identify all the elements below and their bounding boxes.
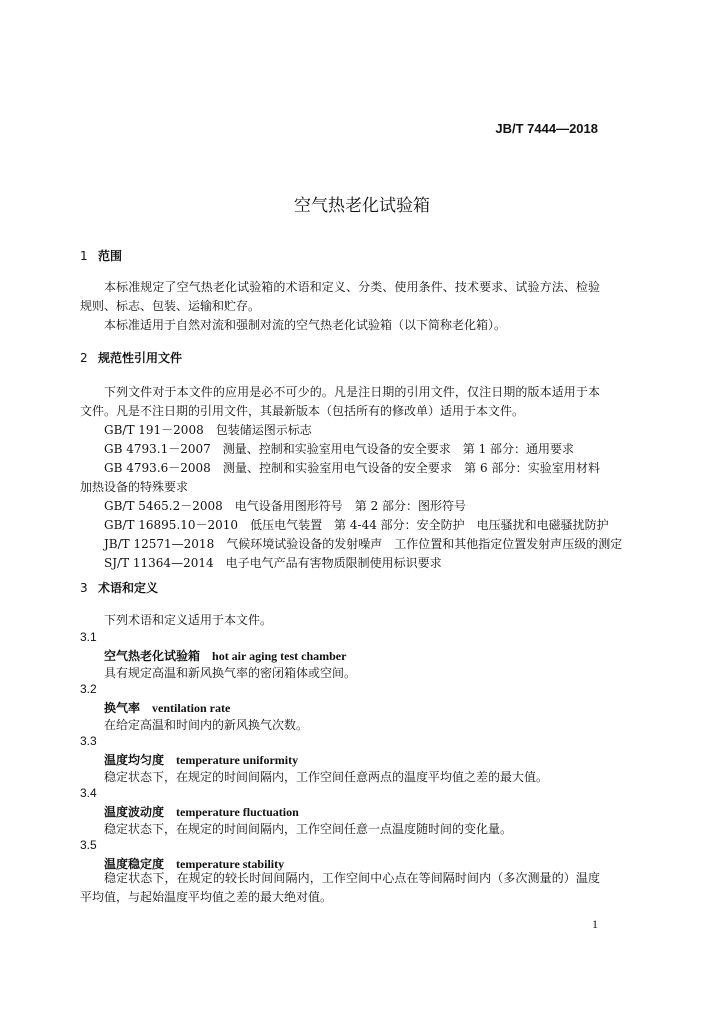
- section-number: 3: [80, 581, 88, 595]
- term-number: 3.3: [80, 734, 97, 748]
- term-entry: [104, 699, 230, 716]
- term-number: 3.2: [80, 682, 97, 696]
- term-zh: 换气率: [104, 701, 141, 715]
- section-heading-normative: [80, 349, 182, 366]
- section-number: 1: [80, 249, 88, 263]
- section-title: 术语和定义: [98, 581, 159, 595]
- term-zh: 空气热老化试验箱: [104, 649, 201, 663]
- term-definition: 稳定状态下，在规定的较长时间间隔内，工作空间中心点在等间隔时间内（多次测量的）温度平均值，与起始温度平均值之差的最大绝对值。: [80, 871, 600, 904]
- term-definition: 具有规定高温和新风换气率的密闭箱体或空间。: [104, 666, 357, 680]
- term-definition: 在给定高温和时间内的新风换气次数。: [104, 718, 309, 732]
- term-number: 3.4: [80, 786, 97, 800]
- section-title: 范围: [98, 249, 123, 263]
- term-entry: [104, 751, 298, 768]
- normative-intro: 下列文件对于本文件的应用是必不可少的。凡是注日期的引用文件，仅注日期的版本适用于本文件。凡是不注日期的引用文件，其最新版本（包括所有的修改单）适用于本文件。: [80, 385, 600, 418]
- reference-item: GB 4793.6－2008 测量、控制和实验室用电气设备的安全要求 第 6 部分：实验室用材料加热设备的特殊要求: [80, 461, 600, 494]
- term-entry: [104, 803, 299, 820]
- reference-item: GB/T 5465.2－2008 电气设备用图形符号 第 2 部分：图形符号: [104, 499, 467, 513]
- term-en: hot air aging test chamber: [212, 649, 347, 663]
- document-number: JB/T 7444—2018: [495, 121, 598, 136]
- term-definition: 稳定状态下，在规定的时间间隔内，工作空间任意一点温度随时间的变化量。: [104, 822, 513, 836]
- term-zh: 温度波动度: [104, 805, 165, 819]
- term-number: 3.5: [80, 838, 97, 852]
- reference-item: JB/T 12571—2018 气候环境试验设备的发射噪声 工作位置和其他指定位置发射声压级的测定: [104, 537, 623, 551]
- term-en: ventilation rate: [152, 701, 231, 715]
- section-heading-scope: [80, 247, 122, 264]
- section-number: 2: [80, 351, 88, 365]
- terms-intro: 下列术语和定义适用于本文件。: [104, 613, 273, 627]
- page-title: 空气热老化试验箱: [294, 196, 430, 216]
- reference-item: GB/T 191－2008 包装储运图示标志: [104, 423, 312, 437]
- reference-item: GB/T 16895.10－2010 低压电气装置 第 4-44 部分：安全防护 电压骚扰和电磁骚扰防护: [104, 518, 609, 532]
- term-definition: 稳定状态下，在规定的时间间隔内，工作空间任意两点的温度平均值之差的最大值。: [104, 770, 549, 784]
- page-number: 1: [592, 917, 598, 931]
- term-zh: 温度稳定度: [104, 857, 165, 871]
- term-zh: 温度均匀度: [104, 753, 165, 767]
- term-en: temperature fluctuation: [176, 805, 299, 819]
- reference-item: GB 4793.1－2007 测量、控制和实验室用电气设备的安全要求 第 1 部分：通用要求: [104, 442, 575, 456]
- scope-paragraph-2: 本标准适用于自然对流和强制对流的空气热老化试验箱（以下简称老化箱）。: [104, 318, 507, 332]
- section-heading-terms: [80, 579, 158, 596]
- scope-paragraph-1: 本标准规定了空气热老化试验箱的术语和定义、分类、使用条件、技术要求、试验方法、检验规则、标志、包装、运输和贮存。: [80, 280, 600, 313]
- term-en: temperature uniformity: [176, 753, 299, 767]
- section-title: 规范性引用文件: [98, 351, 183, 365]
- term-entry: [104, 647, 346, 664]
- term-number: 3.1: [80, 630, 97, 644]
- term-en: temperature stability: [176, 857, 285, 871]
- reference-item: SJ/T 11364—2014 电子电气产品有害物质限制使用标识要求: [104, 556, 442, 570]
